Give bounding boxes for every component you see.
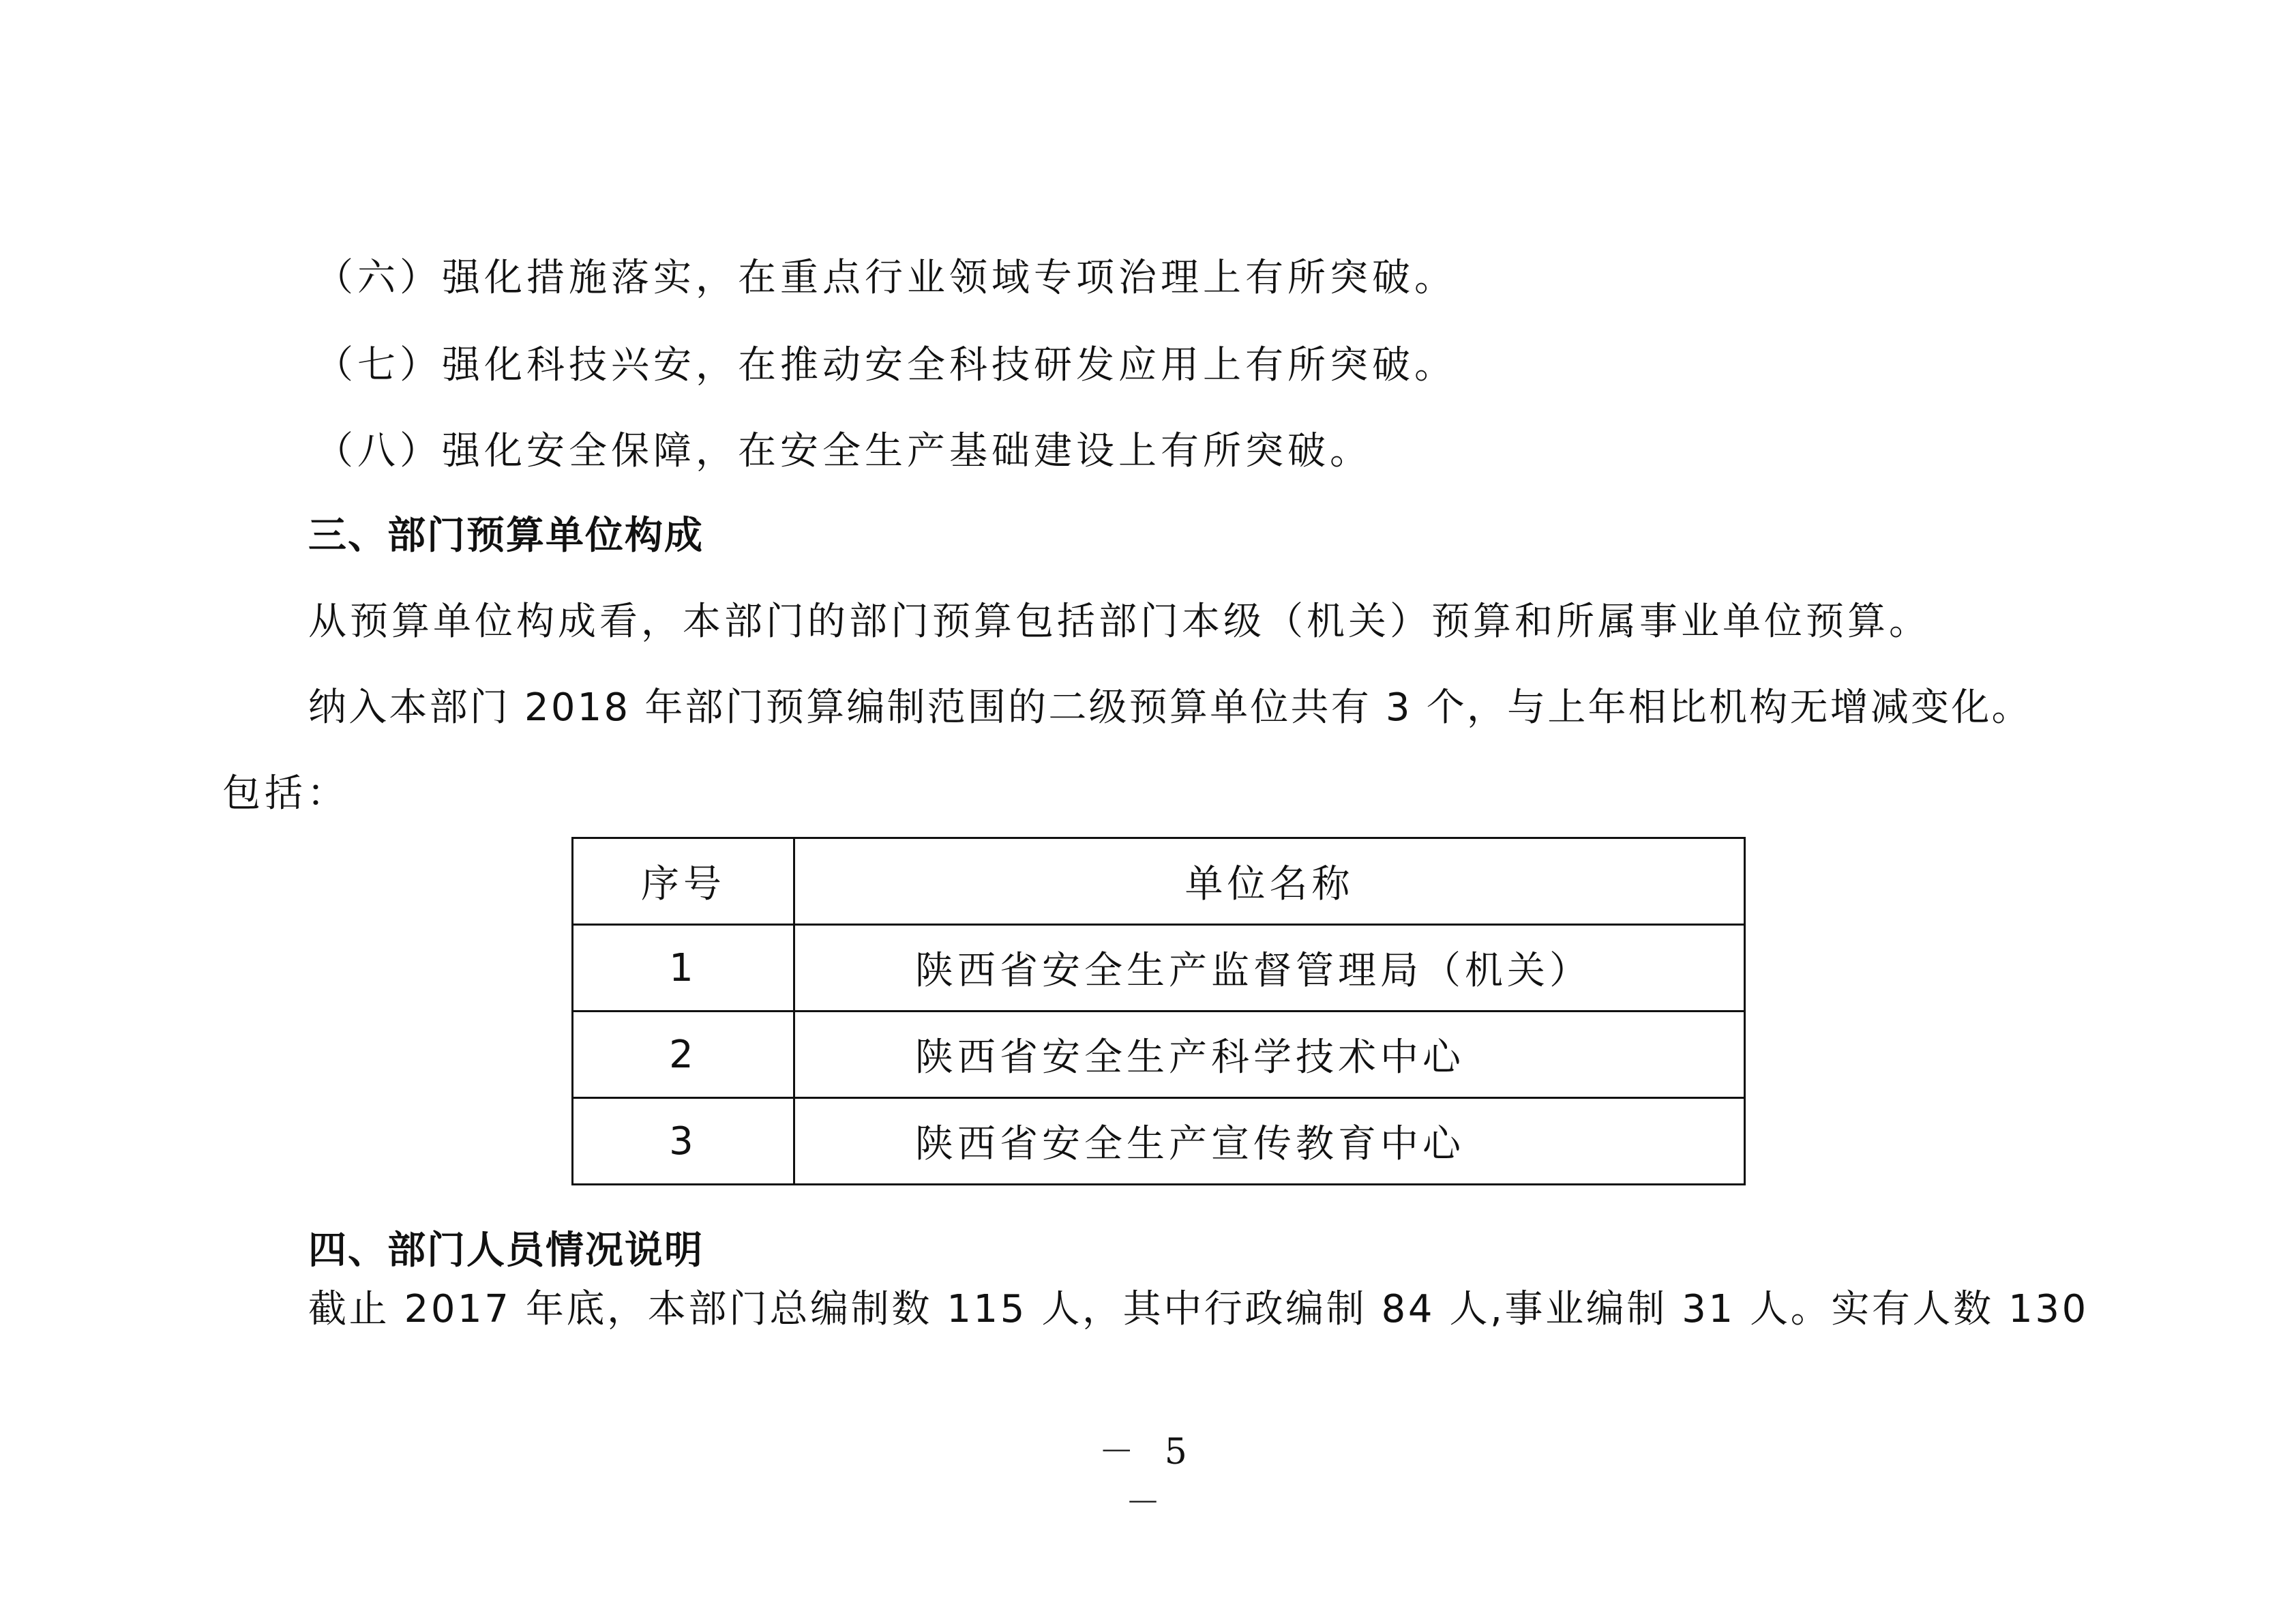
table-header-row <box>573 838 1745 925</box>
section-4-paragraph-1: 截止 2017 年底，本部门总编制数 115 人，其中行政编制 84 人,事业编制 31 人。实有人数 130 <box>308 1287 2089 1331</box>
table-cell-name: 陕西省安全生产科学技术中心 <box>794 1012 1745 1098</box>
budget-units-table <box>571 837 1746 1185</box>
section-3-paragraph-2-continued: 包括： <box>222 771 349 816</box>
paragraph-item-6: （六）强化措施落实，在重点行业领域专项治理上有所突破。 <box>315 256 1457 300</box>
table-header-name: 单位名称 <box>794 838 1745 925</box>
table-header-seq: 序号 <box>573 838 794 925</box>
section-3-paragraph-2: 纳入本部门 2018 年部门预算编制范围的二级预算单位共有 3 个，与上年相比机构无增减变化。 <box>308 685 2032 730</box>
table-cell-name: 陕西省安全生产监督管理局（机关） <box>794 925 1745 1012</box>
table-cell-seq: 3 <box>573 1098 794 1185</box>
table-row <box>573 1098 1745 1185</box>
table-cell-seq: 2 <box>573 1012 794 1098</box>
paragraph-item-7: （七）强化科技兴安，在推动安全科技研发应用上有所突破。 <box>315 343 1457 387</box>
paragraph-item-8: （八）强化安全保障，在安全生产基础建设上有所突破。 <box>315 429 1372 473</box>
table-row <box>573 1012 1745 1098</box>
table-row <box>573 925 1745 1012</box>
section-4-heading: 四、部门人员情况说明 <box>308 1228 704 1273</box>
table-cell-seq: 1 <box>573 925 794 1012</box>
section-3-heading: 三、部门预算单位构成 <box>308 514 704 558</box>
table-cell-name: 陕西省安全生产宣传教育中心 <box>794 1098 1745 1185</box>
section-3-paragraph-1: 从预算单位构成看，本部门的部门预算包括部门本级（机关）预算和所属事业单位预算。 <box>308 600 1930 644</box>
page-number: － 5 － <box>1099 1432 1197 1524</box>
